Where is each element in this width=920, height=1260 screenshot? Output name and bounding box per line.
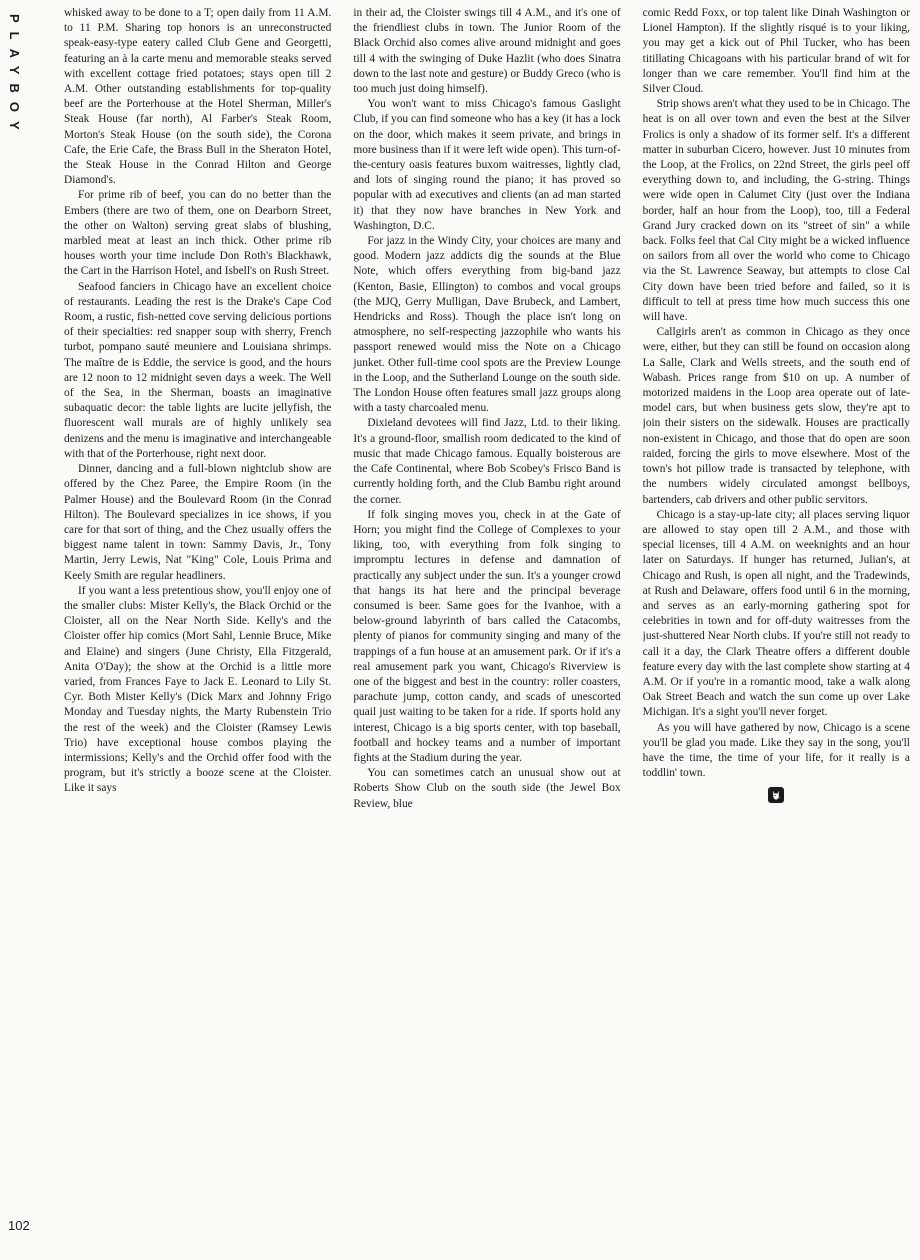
column-3	[643, 6, 910, 1246]
paragraph: Chicago is a stay-up-late city; all places serving liquor are allowed to stay open till 2 A.M., and those with special licenses, till 4 A.M. on weeknights and an hour later on Saturdays. If hunger has returned, Julian's, at Chicago and Rush, is open all night, and the Tradewinds, at Rush and Delaware, offers food until 6 in the morning, and serves as an early-morning gathering spot for celebrities in town and for off-duty waitresses from the just-shuttered Near North clubs. If you're still not ready to call it a day, the Clark Theatre offers a different double feature every day with the last complete show starting at 4 A.M. Or if you're in a romantic mood, take a walk along Oak Street Beach and watch the sun come up over Lake Michigan. It's a sight you'll never forget.	[642, 508, 910, 719]
paragraph: Seafood fanciers in Chicago have an excellent choice of restaurants. Leading the rest is the Drake's Cape Cod Room, a rustic, fish-netted cove serving delicious portions of their specialties: red snapper soup with sherry, French turbot, pompano sauté meuniere and Louisiana shrimps. The maître de is Eddie, the service is good, and the hours are 12 noon to 12 midnight seven days a week. The Well of the Sea, in the Sherman, boasts an imaginative subaquatic decor: the table lights are lucite jellyfish, the fluorescent wall murals are of highly unlikely sea denizens and the menu is imaginative and interchangeable with that of the Porterhouse, right next door.	[64, 280, 332, 460]
page-number: 102	[8, 1218, 30, 1233]
paragraph: You can sometimes catch an unusual show out at Roberts Show Club on the south side (the Jewel Box Review, blue	[353, 767, 621, 810]
paragraph: Callgirls aren't as common in Chicago as they once were, either, but they can still be found on occasion along La Salle, Clark and Wells streets, and the south end of Wabash. Prices range from $10 on up. A number of motorized maidens in the Loop area operate out of late-model cars, but when business gets slow, they're apt to join their sisters on the sidewalk. Houses are practically non-existent in Chicago, and those that do open are soon raided, forcing the girls to move elsewhere. Most of the town's hot pillow trade is transacted by telephone, with the numbers widely circulated amongst bellboys, bartenders, cab drivers and other public servitors.	[642, 326, 910, 506]
paragraph: whisked away to be done to a T; open daily from 11 A.M. to 11 P.M. Sharing top honors is an unreconstructed speak-easy-type eatery called Club Gene and Georgetti, featuring an à la carte menu and memorable steaks served with excellent cottage fried potatoes; stays open till 2 A.M. Other outstanding establishments for top-quality beef are the Porterhouse at the Hotel Sherman, Miller's Steak House (far north), Al Farber's Steak Room, Morton's Steak House (on the south side), the Corona Cafe, the Erie Cafe, the Brass Bull in the Sheraton Hotel, the Steak House in the Conrad Hilton and George Diamond's.	[64, 7, 332, 187]
paragraph: Dixieland devotees will find Jazz, Ltd. to their liking. It's a ground-floor, smallish room dedicated to the kind of music that made Chicago famous. Equally boisterous are the Cafe Continental, where Bob Scobey's Frisco Band is currently holding forth, and the Club Bambu right around the corner.	[353, 417, 621, 506]
paragraph: Dinner, dancing and a full-blown nightclub show are offered by the Chez Paree, the Empire Room (in the Palmer House) and the Boulevard Room (in the Conrad Hilton). The Boulevard specializes in ice shows, if you care for that sort of thing, and the Chez usually offers the biggest name talent in town: Sammy Davis, Jr., Tony Martin, Jerry Lewis, Nat "King" Cole, Louis Prima and Keely Smith are regular headliners.	[64, 463, 332, 582]
article-body	[64, 6, 910, 1246]
column-2	[353, 6, 620, 1246]
paragraph: You won't want to miss Chicago's famous Gaslight Club, if you can find someone who has a key (it has a lock on the door, which makes it seem private, and brings in more business than if it were left wide open). This turn-of-the-century oasis features buxom waitresses, lightly clad, and lots of singing round the piano; it has proved so popular with ad executives and clients (an ad man started it) that they now have branches in New York and Washington, D.C.	[353, 98, 621, 232]
paragraph: comic Redd Foxx, or top talent like Dinah Washington or Lionel Hampton). If the slightly risqué is to your liking, you may get a kick out of Phil Tucker, who has been titillating Chicagoans with his particular brand of wit for longer than we care remember. You'll find him at the Silver Cloud.	[642, 7, 910, 96]
paragraph: For prime rib of beef, you can do no better than the Embers (there are two of them, one on Dearborn Street, the other on Walton) serving great slabs of blushing, marbled meat at least an inch thick. Other prime rib houses worth your time include Don Roth's Blackhawk, the Cart in the Harrison Hotel, and Isbell's on Rush Street.	[64, 189, 332, 278]
rabbit-head-end-mark-icon	[768, 787, 784, 803]
paragraph: As you will have gathered by now, Chicago is a scene you'll be glad you made. Like they say in the song, you'll have the time, the time of your life, for it really is a toddlin' town.	[642, 721, 910, 780]
sidebar	[6, 14, 38, 164]
paragraph: If you want a less pretentious show, you'll enjoy one of the smaller clubs: Mister Kelly's, the Black Orchid or the Cloister, all on the Near North Side. Kelly's and the Cloister offer hip comics (Mort Sahl, Lennie Bruce, Mike and Elaine) and singers (June Christy, Ella Fitzgerald, Anita O'Day); the show at the Orchid is a little more varied, from Frances Faye to Jack E. Leonard to Lily St. Cyr. Both Mister Kelly's (Dick Marx and Johnny Frigo Monday and Tuesday nights, the Marty Rubenstein Trio the rest of the week) and the Cloister (Ramsey Lewis Trio) have exceptional house combos playing the intermissions; Kelly's and the Orchid offer food with the program, but it's strictly a booze scene at the Cloister. Like it says	[64, 584, 332, 795]
magazine-name: PLAYBOY	[7, 14, 22, 139]
paragraph: If folk singing moves you, check in at the Gate of Horn; you might find the College of Complexes to your liking, too, with everything from folk singing to impromptu lectures in defense and damnation of practically any subject under the sun. It's a younger crowd that hangs its hat here and the principal beverage consumed is beer. Same goes for the Ivanhoe, with a below-ground labyrinth of bars called the Catacombs, plenty of pianos for community singing and many of the trappings of a fun house at an amusement park. Or if it's a real amusement park you want, Chicago's Riverview is one of the biggest and best in the country: roller coasters, parachute jump, cotton candy, and scads of unescorted quail just waiting to be taken for a ride. If sports hold any interest, Chicago is a big sports center, with top baseball, football and hockey teams and a number of important fights at the Stadium during the year.	[353, 508, 621, 764]
paragraph: Strip shows aren't what they used to be in Chicago. The heat is on all over town and even the best at the Silver Frolics is only a shadow of its former self. It's a different matter in suburban Cicero, however. Just 10 minutes from the Loop, at the Frolics, on 22nd Street, the girls peel off everything down to, and including, the G-string. Things were wide open in Calumet City (just over the Indiana border, half an hour from the Loop), too, till a Federal Grand Jury cracked down on its "street of sin" a while back. Folks feel that Cal City might be a wicked influence on sailors from all over the world who come to Chicago via the St. Lawrence Seaway, but attempts to close Cal City down have been tried before and failed, so it is difficult to tell at press time how much success this one will have.	[642, 98, 910, 324]
paragraph: in their ad, the Cloister swings till 4 A.M., and it's one of the friendliest clubs in town. The Junior Room of the Black Orchid also comes alive around midnight and goes till 4 with the swinging of Duke Hazlit (who does Sinatra down to the last note and gesture) or Buddy Greco (who is too much just doing himself).	[353, 7, 621, 96]
column-1	[64, 6, 331, 1246]
paragraph: For jazz in the Windy City, your choices are many and good. Modern jazz addicts dig the sounds at the Blue Note, which offers everything from big-band jazz (Kenton, Basie, Ellington) to combos and vocal groups (the MJQ, Gerry Mulligan, Dave Brubeck, and Lambert, Hendricks and Ross). Though the place isn't long on atmosphere, no self-respecting jazzophile who wants his passport renewed would miss the Note on a Chicago junket. Other full-time cool spots are the Preview Lounge in the Loop, and the Sutherland Lounge on the south side. The London House often features small jazz groups along with a tasty charcoaled menu.	[353, 235, 621, 415]
